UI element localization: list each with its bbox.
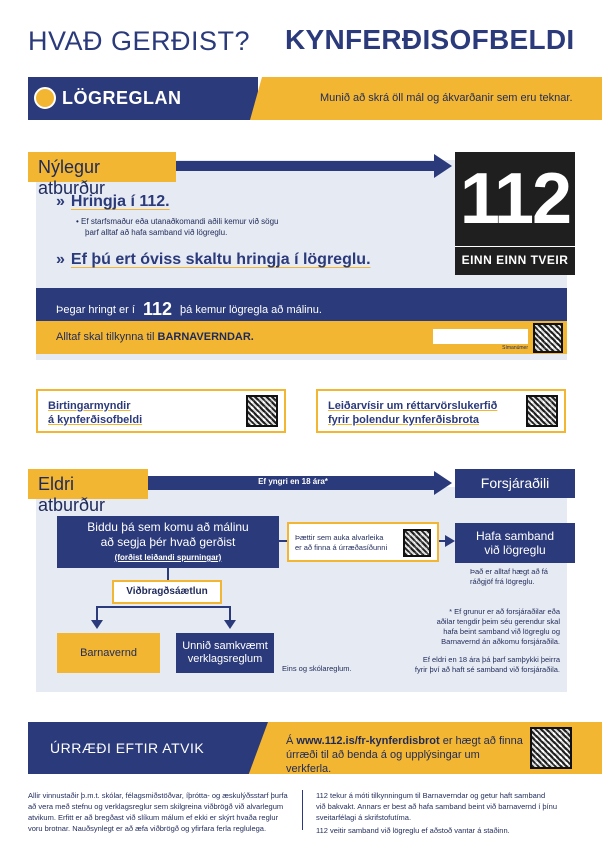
col2-line1: 112 tekur á móti tilkynningum til Barnaverndar og getur haft samband xyxy=(316,791,546,800)
contact-note-line1: Það er alltaf hægt að fá xyxy=(470,567,548,576)
police-logo-text: LÖGREGLAN xyxy=(62,88,182,108)
contact-police-box xyxy=(455,523,575,563)
chevron-right-icon: » xyxy=(56,193,65,210)
qr-code-icon[interactable] xyxy=(530,727,572,769)
procedure-line2: verklagsreglum xyxy=(187,653,263,665)
note1-line4: Barnavernd án aðkomu forsjáraðila. xyxy=(441,637,560,646)
call-112-note-line2: þarf alltaf að hafa samband við lögreglu. xyxy=(85,228,228,237)
police-badge-icon xyxy=(34,87,56,109)
ask-line2: að segja þér hvað gerðist xyxy=(100,535,236,549)
police-notice-number: 112 xyxy=(142,299,172,319)
recent-event-label: Nýlegur atburður xyxy=(28,152,176,182)
emergency-words: EINN EINN TVEIR xyxy=(455,246,575,267)
footer-col-right xyxy=(316,790,578,836)
note1-line3: hafa beint samband við lögreglu og xyxy=(443,627,560,636)
call-112-item xyxy=(56,193,170,211)
ask-line3: (forðist leiðandi spurningar) xyxy=(114,553,222,562)
factors-line1: Þættir sem auka alvarleika xyxy=(295,533,384,542)
plan-split-line xyxy=(96,606,231,608)
link-forms-line1: Birtingarmyndir xyxy=(48,400,131,412)
plan-left-drop xyxy=(96,606,98,620)
older-arrow-text: Ef yngri en 18 ára* xyxy=(258,477,328,486)
emergency-number-box xyxy=(455,152,575,275)
response-plan-box: Viðbragðsáætlun xyxy=(112,580,222,604)
police-notice-bar xyxy=(36,288,567,321)
school-rules-text: Eins og skólareglum. xyxy=(282,664,352,673)
resources-post1: er hægt að finna xyxy=(442,735,523,747)
call-112-note xyxy=(76,216,278,238)
recent-arrow-head-icon xyxy=(434,154,452,178)
ask-box xyxy=(57,516,279,568)
ask-arrow-head-icon xyxy=(445,535,455,547)
phone-number-field[interactable] xyxy=(433,329,528,344)
link-forms-line2: á kynferðisofbeldi xyxy=(48,414,143,426)
police-notice-post: þá kemur lögregla að málinu. xyxy=(180,304,322,316)
resources-pre: Á xyxy=(286,735,294,747)
link-box-forms[interactable] xyxy=(36,389,286,433)
guardian-box: Forsjáraðili xyxy=(455,469,575,498)
qr-code-icon[interactable] xyxy=(403,529,431,557)
note1-line2: aðilar tengdir þeim séu gerendur skal xyxy=(436,617,560,626)
procedure-box xyxy=(176,633,274,673)
link-guide-text[interactable] xyxy=(328,399,497,427)
col1-line1: Allir vinnustaðir þ.m.t. skólar, félagsmiðstöðvar, íþrótta- og æskulýðsstarf þurfa xyxy=(28,791,288,800)
col1-line2: að vera með stefnu og verklagsreglur sem skilgreina viðbrögð við alvarlegum xyxy=(28,802,284,811)
title-left: HVAÐ GERÐIST? xyxy=(28,26,251,56)
older-arrow-head-icon xyxy=(434,471,452,495)
resources-text xyxy=(286,734,526,776)
child-protection-box: Barnavernd xyxy=(57,633,160,673)
contact-note-line2: ráðgjöf frá lögreglu. xyxy=(470,577,535,586)
link-guide-line2: fyrir þolendur kynferðisbrota xyxy=(328,414,479,426)
contact-note xyxy=(470,567,570,587)
police-notice-pre: Þegar hringt er í xyxy=(56,304,135,316)
col2-line3: sveitarfélagi á skrifstofutíma. xyxy=(316,813,412,822)
footer-col-left xyxy=(28,790,290,834)
qr-code-icon[interactable] xyxy=(526,395,558,427)
adult-consent-note xyxy=(368,655,560,675)
unsure-call-text: Ef þú ert óviss skaltu hringja í lögreglu. xyxy=(70,251,371,268)
recent-arrow-line xyxy=(176,161,438,171)
factors-line2: er að finna á úrræðasíðunni xyxy=(295,543,388,552)
procedure-line1: Unnið samkvæmt xyxy=(182,640,268,652)
contact-line1: Hafa samband xyxy=(475,529,555,543)
unsure-call-item xyxy=(56,251,371,269)
chevron-right-icon: » xyxy=(56,251,65,268)
down-arrow-icon xyxy=(224,620,236,629)
col1-line3: atvikum. Erfitt er að bregðast við slíkum málum ef ekki er skýrt hvaða reglur xyxy=(28,813,279,822)
child-protection-bold: BARNAVERNDAR. xyxy=(157,331,254,343)
link-guide-line1: Leiðarvísir um réttarvörslukerfið xyxy=(328,400,498,412)
link-forms-text[interactable] xyxy=(48,399,142,427)
resources-post2: úrræði til að benda á og upplýsingar um verkferla. xyxy=(286,749,480,775)
contact-line2: við lögreglu xyxy=(484,543,546,557)
phone-label: Símanúmer xyxy=(502,345,528,351)
note1-line1: * Ef grunur er að forsjáraðilar eða xyxy=(449,607,560,616)
older-event-label: Eldri atburður xyxy=(28,469,148,499)
down-arrow-icon xyxy=(91,620,103,629)
factors-text xyxy=(295,533,387,553)
guardian-suspicion-note xyxy=(378,607,560,647)
note2-line1: Ef eldri en 18 ára þá þarf samþykki þeirra xyxy=(422,655,560,664)
qr-code-icon[interactable] xyxy=(246,395,278,427)
footer-divider xyxy=(302,790,303,830)
resources-label: ÚRRÆÐI EFTIR ATVIK xyxy=(50,740,205,756)
call-112-note-line1: Ef starfsmaður eða utanaðkomandi aðili kemur við sögu xyxy=(81,217,279,226)
header-note: Munið að skrá öll mál og ákvarðanir sem eru teknar. xyxy=(320,92,573,104)
col1-line4: voru brotnar. Nauðsynlegt er að æfa viðbrögð og yfirfara ferla reglulega. xyxy=(28,824,267,833)
plan-right-drop xyxy=(229,606,231,620)
child-protection-pre: Alltaf skal tilkynna til xyxy=(56,331,155,343)
link-box-guide[interactable] xyxy=(316,389,566,433)
call-112-note-bullet: • Ef starfsmaður eða utanaðkomandi aðili kemur við sögu xyxy=(76,217,279,226)
call-112-text: Hringja í 112. xyxy=(70,193,170,210)
note2-line2: fyrir því að haft sé samband við forsjáraðila. xyxy=(414,665,560,674)
qr-code-icon[interactable] xyxy=(533,323,563,353)
col2-line4: 112 veitir samband við lögreglu ef aðstoð vantar á staðinn. xyxy=(316,826,510,835)
emergency-number: 112 xyxy=(459,159,571,239)
title-right: KYNFERÐISOFBELDI xyxy=(285,24,575,55)
ask-line1: Biddu þá sem komu að málinu xyxy=(87,520,249,534)
resources-url[interactable]: www.112.is/fr-kynferdisbrot xyxy=(296,735,440,747)
col2-line2: við bakvakt. Annars er best að hafa samband beint við barnavernd í þínu xyxy=(316,802,557,811)
factors-box[interactable] xyxy=(287,522,439,562)
